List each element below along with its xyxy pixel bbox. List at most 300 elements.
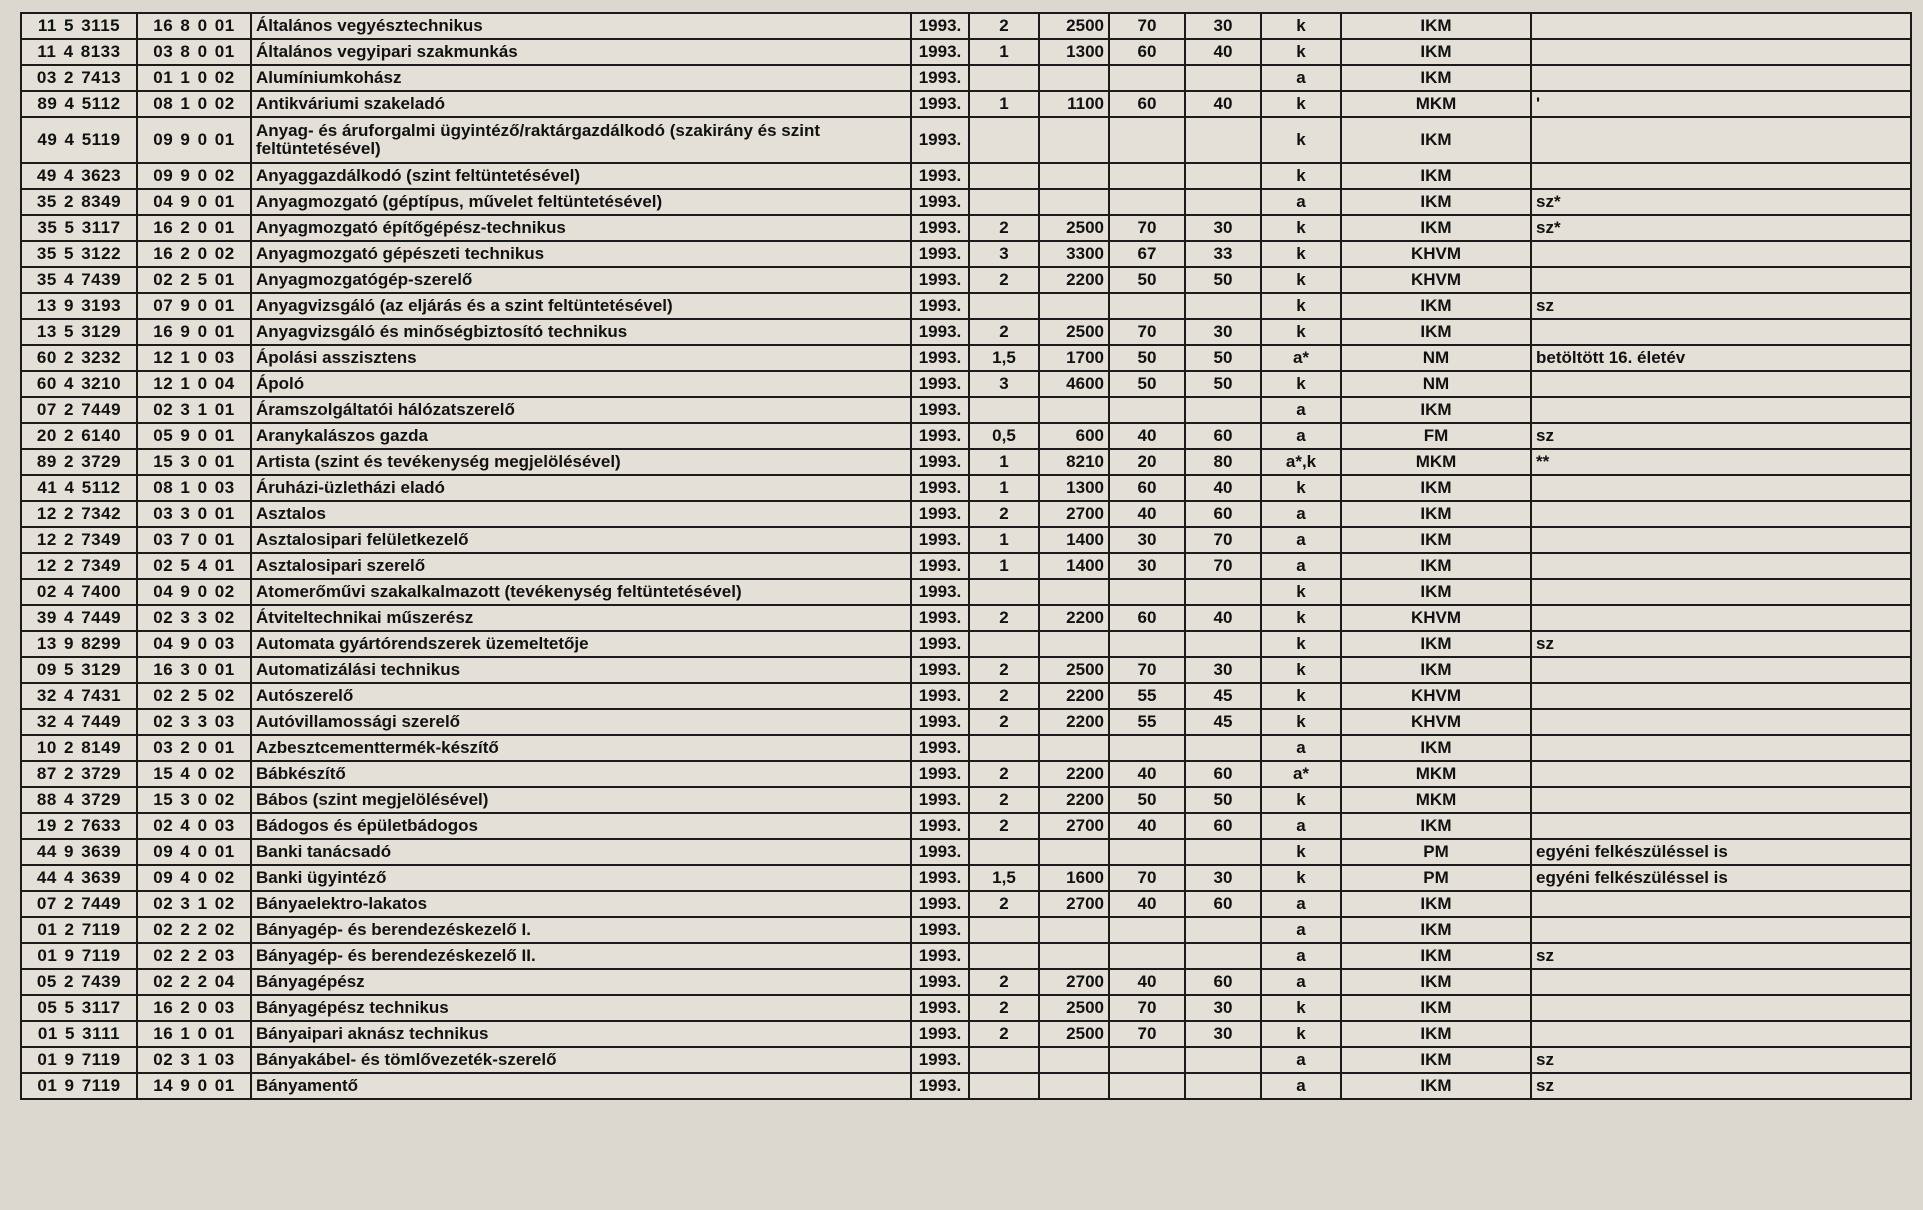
ministry-cell: IKM bbox=[1341, 65, 1531, 91]
hours-cell bbox=[1039, 839, 1109, 865]
form-cell: k bbox=[1261, 267, 1341, 293]
note-cell bbox=[1531, 969, 1911, 995]
practice-percent-cell: 70 bbox=[1185, 553, 1261, 579]
practice-percent-cell bbox=[1185, 117, 1261, 163]
duration-cell: 1 bbox=[969, 39, 1039, 65]
name-cell: Bányagép- és berendezéskezelő I. bbox=[251, 917, 911, 943]
note-cell: sz bbox=[1531, 423, 1911, 449]
note-cell: sz bbox=[1531, 1073, 1911, 1099]
name-cell: Bádogos és épületbádogos bbox=[251, 813, 911, 839]
code-cell: 02 4 7400 bbox=[21, 579, 137, 605]
year-cell: 1993. bbox=[911, 501, 969, 527]
ministry-cell: PM bbox=[1341, 865, 1531, 891]
ministry-cell: MKM bbox=[1341, 91, 1531, 117]
code-cell: 60 4 3210 bbox=[21, 371, 137, 397]
class-cell: 16 2 0 03 bbox=[137, 995, 251, 1021]
form-cell: k bbox=[1261, 215, 1341, 241]
duration-cell: 1,5 bbox=[969, 865, 1039, 891]
ministry-cell: KHVM bbox=[1341, 605, 1531, 631]
practice-percent-cell bbox=[1185, 397, 1261, 423]
practice-percent-cell: 50 bbox=[1185, 371, 1261, 397]
note-cell bbox=[1531, 787, 1911, 813]
code-cell: 11 5 3115 bbox=[21, 13, 137, 39]
duration-cell: 2 bbox=[969, 267, 1039, 293]
class-cell: 12 1 0 03 bbox=[137, 345, 251, 371]
duration-cell bbox=[969, 117, 1039, 163]
form-cell: a bbox=[1261, 553, 1341, 579]
code-cell: 32 4 7431 bbox=[21, 683, 137, 709]
code-cell: 05 2 7439 bbox=[21, 969, 137, 995]
duration-cell: 2 bbox=[969, 891, 1039, 917]
duration-cell: 0,5 bbox=[969, 423, 1039, 449]
practice-percent-cell bbox=[1185, 579, 1261, 605]
class-cell: 03 7 0 01 bbox=[137, 527, 251, 553]
note-cell: sz* bbox=[1531, 189, 1911, 215]
name-cell: Anyag- és áruforgalmi ügyintéző/raktárgazdálkodó (szakirány és szint feltüntetésével) bbox=[251, 117, 911, 163]
name-cell: Áramszolgáltatói hálózatszerelő bbox=[251, 397, 911, 423]
theory-percent-cell bbox=[1109, 163, 1185, 189]
name-cell: Bányakábel- és tömlővezeték-szerelő bbox=[251, 1047, 911, 1073]
class-cell: 09 4 0 01 bbox=[137, 839, 251, 865]
duration-cell: 1 bbox=[969, 475, 1039, 501]
year-cell: 1993. bbox=[911, 735, 969, 761]
ministry-cell: IKM bbox=[1341, 1021, 1531, 1047]
name-cell: Bányamentő bbox=[251, 1073, 911, 1099]
theory-percent-cell bbox=[1109, 917, 1185, 943]
class-cell: 16 2 0 01 bbox=[137, 215, 251, 241]
practice-percent-cell: 50 bbox=[1185, 787, 1261, 813]
table-body bbox=[21, 13, 1911, 1099]
note-cell bbox=[1531, 813, 1911, 839]
practice-percent-cell: 60 bbox=[1185, 761, 1261, 787]
year-cell: 1993. bbox=[911, 683, 969, 709]
year-cell: 1993. bbox=[911, 579, 969, 605]
table-row bbox=[21, 683, 1911, 709]
practice-percent-cell bbox=[1185, 735, 1261, 761]
year-cell: 1993. bbox=[911, 117, 969, 163]
note-cell bbox=[1531, 371, 1911, 397]
practice-percent-cell bbox=[1185, 943, 1261, 969]
practice-percent-cell: 40 bbox=[1185, 91, 1261, 117]
name-cell: Azbesztcementtermék-készítő bbox=[251, 735, 911, 761]
practice-percent-cell: 60 bbox=[1185, 891, 1261, 917]
year-cell: 1993. bbox=[911, 371, 969, 397]
table-row bbox=[21, 839, 1911, 865]
name-cell: Anyagmozgató gépészeti technikus bbox=[251, 241, 911, 267]
year-cell: 1993. bbox=[911, 345, 969, 371]
name-cell: Általános vegyipari szakmunkás bbox=[251, 39, 911, 65]
year-cell: 1993. bbox=[911, 1073, 969, 1099]
form-cell: k bbox=[1261, 709, 1341, 735]
table-row bbox=[21, 657, 1911, 683]
code-cell: 35 5 3122 bbox=[21, 241, 137, 267]
form-cell: k bbox=[1261, 371, 1341, 397]
table-row bbox=[21, 241, 1911, 267]
practice-percent-cell: 45 bbox=[1185, 709, 1261, 735]
table-row bbox=[21, 1021, 1911, 1047]
code-cell: 44 4 3639 bbox=[21, 865, 137, 891]
table-row bbox=[21, 605, 1911, 631]
note-cell bbox=[1531, 501, 1911, 527]
class-cell: 03 2 0 01 bbox=[137, 735, 251, 761]
class-cell: 16 2 0 02 bbox=[137, 241, 251, 267]
code-cell: 10 2 8149 bbox=[21, 735, 137, 761]
hours-cell: 2500 bbox=[1039, 657, 1109, 683]
form-cell: k bbox=[1261, 117, 1341, 163]
hours-cell bbox=[1039, 943, 1109, 969]
name-cell: Antikváriumi szakeladó bbox=[251, 91, 911, 117]
table-row bbox=[21, 527, 1911, 553]
theory-percent-cell: 30 bbox=[1109, 527, 1185, 553]
duration-cell bbox=[969, 943, 1039, 969]
duration-cell bbox=[969, 293, 1039, 319]
duration-cell bbox=[969, 65, 1039, 91]
theory-percent-cell: 70 bbox=[1109, 13, 1185, 39]
table-row bbox=[21, 761, 1911, 787]
form-cell: a bbox=[1261, 501, 1341, 527]
form-cell: k bbox=[1261, 605, 1341, 631]
class-cell: 09 9 0 02 bbox=[137, 163, 251, 189]
year-cell: 1993. bbox=[911, 215, 969, 241]
name-cell: Bányaipari aknász technikus bbox=[251, 1021, 911, 1047]
code-cell: 09 5 3129 bbox=[21, 657, 137, 683]
name-cell: Bányaelektro-lakatos bbox=[251, 891, 911, 917]
hours-cell: 2500 bbox=[1039, 1021, 1109, 1047]
name-cell: Asztalosipari felületkezelő bbox=[251, 527, 911, 553]
name-cell: Bányagépész technikus bbox=[251, 995, 911, 1021]
practice-percent-cell: 60 bbox=[1185, 969, 1261, 995]
hours-cell bbox=[1039, 735, 1109, 761]
note-cell bbox=[1531, 891, 1911, 917]
duration-cell: 2 bbox=[969, 995, 1039, 1021]
year-cell: 1993. bbox=[911, 761, 969, 787]
table-row bbox=[21, 891, 1911, 917]
name-cell: Banki tanácsadó bbox=[251, 839, 911, 865]
class-cell: 02 5 4 01 bbox=[137, 553, 251, 579]
form-cell: a bbox=[1261, 189, 1341, 215]
table-row bbox=[21, 319, 1911, 345]
duration-cell bbox=[969, 163, 1039, 189]
practice-percent-cell: 30 bbox=[1185, 865, 1261, 891]
theory-percent-cell: 40 bbox=[1109, 423, 1185, 449]
form-cell: a bbox=[1261, 423, 1341, 449]
form-cell: k bbox=[1261, 839, 1341, 865]
ministry-cell: IKM bbox=[1341, 917, 1531, 943]
theory-percent-cell: 50 bbox=[1109, 371, 1185, 397]
note-cell: ** bbox=[1531, 449, 1911, 475]
code-cell: 35 5 3117 bbox=[21, 215, 137, 241]
duration-cell: 2 bbox=[969, 813, 1039, 839]
code-cell: 89 4 5112 bbox=[21, 91, 137, 117]
hours-cell: 2200 bbox=[1039, 787, 1109, 813]
class-cell: 08 1 0 02 bbox=[137, 91, 251, 117]
name-cell: Alumíniumkohász bbox=[251, 65, 911, 91]
code-cell: 87 2 3729 bbox=[21, 761, 137, 787]
hours-cell: 600 bbox=[1039, 423, 1109, 449]
table-row bbox=[21, 1047, 1911, 1073]
form-cell: k bbox=[1261, 579, 1341, 605]
duration-cell bbox=[969, 839, 1039, 865]
duration-cell: 1 bbox=[969, 553, 1039, 579]
code-cell: 35 4 7439 bbox=[21, 267, 137, 293]
ministry-cell: IKM bbox=[1341, 293, 1531, 319]
code-cell: 44 9 3639 bbox=[21, 839, 137, 865]
duration-cell bbox=[969, 735, 1039, 761]
class-cell: 16 9 0 01 bbox=[137, 319, 251, 345]
class-cell: 16 8 0 01 bbox=[137, 13, 251, 39]
year-cell: 1993. bbox=[911, 995, 969, 1021]
hours-cell: 2200 bbox=[1039, 761, 1109, 787]
year-cell: 1993. bbox=[911, 39, 969, 65]
practice-percent-cell: 40 bbox=[1185, 605, 1261, 631]
duration-cell: 2 bbox=[969, 761, 1039, 787]
ministry-cell: IKM bbox=[1341, 319, 1531, 345]
class-cell: 02 2 2 03 bbox=[137, 943, 251, 969]
form-cell: a bbox=[1261, 527, 1341, 553]
theory-percent-cell bbox=[1109, 65, 1185, 91]
duration-cell: 2 bbox=[969, 13, 1039, 39]
hours-cell: 8210 bbox=[1039, 449, 1109, 475]
document-page bbox=[20, 12, 1912, 1100]
hours-cell: 2500 bbox=[1039, 995, 1109, 1021]
table-row bbox=[21, 787, 1911, 813]
name-cell: Autószerelő bbox=[251, 683, 911, 709]
hours-cell bbox=[1039, 65, 1109, 91]
form-cell: a bbox=[1261, 943, 1341, 969]
duration-cell: 2 bbox=[969, 709, 1039, 735]
code-cell: 07 2 7449 bbox=[21, 891, 137, 917]
practice-percent-cell: 33 bbox=[1185, 241, 1261, 267]
duration-cell: 2 bbox=[969, 683, 1039, 709]
table-row bbox=[21, 631, 1911, 657]
name-cell: Asztalosipari szerelő bbox=[251, 553, 911, 579]
note-cell bbox=[1531, 397, 1911, 423]
name-cell: Atomerőművi szakalkalmazott (tevékenység feltüntetésével) bbox=[251, 579, 911, 605]
table-row bbox=[21, 65, 1911, 91]
theory-percent-cell: 40 bbox=[1109, 891, 1185, 917]
note-cell bbox=[1531, 917, 1911, 943]
year-cell: 1993. bbox=[911, 527, 969, 553]
duration-cell: 1 bbox=[969, 527, 1039, 553]
note-cell: sz bbox=[1531, 943, 1911, 969]
theory-percent-cell bbox=[1109, 117, 1185, 163]
note-cell bbox=[1531, 735, 1911, 761]
table-row bbox=[21, 865, 1911, 891]
duration-cell: 1 bbox=[969, 91, 1039, 117]
ministry-cell: IKM bbox=[1341, 215, 1531, 241]
note-cell: betöltött 16. életév bbox=[1531, 345, 1911, 371]
ministry-cell: KHVM bbox=[1341, 683, 1531, 709]
ministry-cell: MKM bbox=[1341, 761, 1531, 787]
form-cell: k bbox=[1261, 995, 1341, 1021]
year-cell: 1993. bbox=[911, 293, 969, 319]
form-cell: a* bbox=[1261, 345, 1341, 371]
class-cell: 07 9 0 01 bbox=[137, 293, 251, 319]
theory-percent-cell: 50 bbox=[1109, 267, 1185, 293]
hours-cell bbox=[1039, 117, 1109, 163]
code-cell: 01 9 7119 bbox=[21, 943, 137, 969]
code-cell: 19 2 7633 bbox=[21, 813, 137, 839]
theory-percent-cell bbox=[1109, 1073, 1185, 1099]
name-cell: Bábos (szint megjelölésével) bbox=[251, 787, 911, 813]
class-cell: 05 9 0 01 bbox=[137, 423, 251, 449]
year-cell: 1993. bbox=[911, 813, 969, 839]
ministry-cell: IKM bbox=[1341, 1073, 1531, 1099]
table-row bbox=[21, 735, 1911, 761]
table-row bbox=[21, 995, 1911, 1021]
table-row bbox=[21, 293, 1911, 319]
note-cell bbox=[1531, 65, 1911, 91]
hours-cell: 2500 bbox=[1039, 215, 1109, 241]
duration-cell bbox=[969, 917, 1039, 943]
ministry-cell: IKM bbox=[1341, 475, 1531, 501]
practice-percent-cell: 60 bbox=[1185, 423, 1261, 449]
theory-percent-cell: 40 bbox=[1109, 501, 1185, 527]
form-cell: a* bbox=[1261, 761, 1341, 787]
year-cell: 1993. bbox=[911, 241, 969, 267]
class-cell: 02 3 1 02 bbox=[137, 891, 251, 917]
table-row bbox=[21, 13, 1911, 39]
practice-percent-cell bbox=[1185, 1073, 1261, 1099]
code-cell: 49 4 5119 bbox=[21, 117, 137, 163]
year-cell: 1993. bbox=[911, 917, 969, 943]
class-cell: 14 9 0 01 bbox=[137, 1073, 251, 1099]
code-cell: 01 5 3111 bbox=[21, 1021, 137, 1047]
note-cell bbox=[1531, 13, 1911, 39]
practice-percent-cell: 30 bbox=[1185, 215, 1261, 241]
table-row bbox=[21, 215, 1911, 241]
table-row bbox=[21, 345, 1911, 371]
form-cell: k bbox=[1261, 683, 1341, 709]
form-cell: k bbox=[1261, 1021, 1341, 1047]
duration-cell: 1,5 bbox=[969, 345, 1039, 371]
duration-cell: 2 bbox=[969, 969, 1039, 995]
hours-cell: 1300 bbox=[1039, 39, 1109, 65]
table-row bbox=[21, 117, 1911, 163]
code-cell: 13 5 3129 bbox=[21, 319, 137, 345]
code-cell: 12 2 7349 bbox=[21, 527, 137, 553]
ministry-cell: IKM bbox=[1341, 735, 1531, 761]
table-row bbox=[21, 943, 1911, 969]
form-cell: a bbox=[1261, 917, 1341, 943]
note-cell bbox=[1531, 553, 1911, 579]
form-cell: k bbox=[1261, 865, 1341, 891]
name-cell: Anyagmozgató (géptípus, művelet feltüntetésével) bbox=[251, 189, 911, 215]
duration-cell: 1 bbox=[969, 449, 1039, 475]
form-cell: k bbox=[1261, 241, 1341, 267]
hours-cell bbox=[1039, 397, 1109, 423]
note-cell bbox=[1531, 605, 1911, 631]
practice-percent-cell: 80 bbox=[1185, 449, 1261, 475]
class-cell: 02 2 2 04 bbox=[137, 969, 251, 995]
hours-cell: 2700 bbox=[1039, 891, 1109, 917]
year-cell: 1993. bbox=[911, 1021, 969, 1047]
name-cell: Aranykalászos gazda bbox=[251, 423, 911, 449]
theory-percent-cell: 60 bbox=[1109, 475, 1185, 501]
year-cell: 1993. bbox=[911, 943, 969, 969]
duration-cell bbox=[969, 631, 1039, 657]
practice-percent-cell: 40 bbox=[1185, 475, 1261, 501]
hours-cell bbox=[1039, 917, 1109, 943]
table-row bbox=[21, 475, 1911, 501]
ministry-cell: KHVM bbox=[1341, 267, 1531, 293]
practice-percent-cell: 60 bbox=[1185, 501, 1261, 527]
duration-cell bbox=[969, 189, 1039, 215]
note-cell bbox=[1531, 163, 1911, 189]
hours-cell: 2200 bbox=[1039, 267, 1109, 293]
name-cell: Anyagmozgató építőgépész-technikus bbox=[251, 215, 911, 241]
hours-cell: 2200 bbox=[1039, 683, 1109, 709]
hours-cell bbox=[1039, 293, 1109, 319]
code-cell: 03 2 7413 bbox=[21, 65, 137, 91]
practice-percent-cell: 40 bbox=[1185, 39, 1261, 65]
ministry-cell: NM bbox=[1341, 345, 1531, 371]
code-cell: 01 2 7119 bbox=[21, 917, 137, 943]
practice-percent-cell: 30 bbox=[1185, 319, 1261, 345]
table-row bbox=[21, 189, 1911, 215]
practice-percent-cell: 70 bbox=[1185, 527, 1261, 553]
name-cell: Artista (szint és tevékenység megjelölésével) bbox=[251, 449, 911, 475]
note-cell: egyéni felkészüléssel is bbox=[1531, 839, 1911, 865]
form-cell: k bbox=[1261, 13, 1341, 39]
ministry-cell: IKM bbox=[1341, 397, 1531, 423]
code-cell: 39 4 7449 bbox=[21, 605, 137, 631]
occupation-table bbox=[20, 12, 1912, 1100]
hours-cell bbox=[1039, 1073, 1109, 1099]
hours-cell bbox=[1039, 189, 1109, 215]
year-cell: 1993. bbox=[911, 13, 969, 39]
practice-percent-cell bbox=[1185, 163, 1261, 189]
class-cell: 02 3 3 03 bbox=[137, 709, 251, 735]
theory-percent-cell bbox=[1109, 735, 1185, 761]
ministry-cell: IKM bbox=[1341, 163, 1531, 189]
note-cell bbox=[1531, 39, 1911, 65]
practice-percent-cell bbox=[1185, 293, 1261, 319]
note-cell: sz bbox=[1531, 1047, 1911, 1073]
class-cell: 02 4 0 03 bbox=[137, 813, 251, 839]
ministry-cell: KHVM bbox=[1341, 709, 1531, 735]
theory-percent-cell: 60 bbox=[1109, 39, 1185, 65]
hours-cell bbox=[1039, 579, 1109, 605]
name-cell: Bányagép- és berendezéskezelő II. bbox=[251, 943, 911, 969]
name-cell: Általános vegyésztechnikus bbox=[251, 13, 911, 39]
ministry-cell: IKM bbox=[1341, 969, 1531, 995]
practice-percent-cell bbox=[1185, 1047, 1261, 1073]
name-cell: Automata gyártórendszerek üzemeltetője bbox=[251, 631, 911, 657]
ministry-cell: IKM bbox=[1341, 943, 1531, 969]
class-cell: 12 1 0 04 bbox=[137, 371, 251, 397]
code-cell: 01 9 7119 bbox=[21, 1047, 137, 1073]
duration-cell: 3 bbox=[969, 371, 1039, 397]
theory-percent-cell: 67 bbox=[1109, 241, 1185, 267]
year-cell: 1993. bbox=[911, 475, 969, 501]
note-cell bbox=[1531, 117, 1911, 163]
hours-cell: 2700 bbox=[1039, 501, 1109, 527]
note-cell bbox=[1531, 267, 1911, 293]
ministry-cell: IKM bbox=[1341, 891, 1531, 917]
theory-percent-cell bbox=[1109, 189, 1185, 215]
practice-percent-cell bbox=[1185, 917, 1261, 943]
practice-percent-cell: 45 bbox=[1185, 683, 1261, 709]
ministry-cell: IKM bbox=[1341, 527, 1531, 553]
code-cell: 35 2 8349 bbox=[21, 189, 137, 215]
form-cell: k bbox=[1261, 631, 1341, 657]
duration-cell bbox=[969, 1073, 1039, 1099]
ministry-cell: IKM bbox=[1341, 189, 1531, 215]
hours-cell: 1700 bbox=[1039, 345, 1109, 371]
practice-percent-cell: 30 bbox=[1185, 13, 1261, 39]
year-cell: 1993. bbox=[911, 267, 969, 293]
